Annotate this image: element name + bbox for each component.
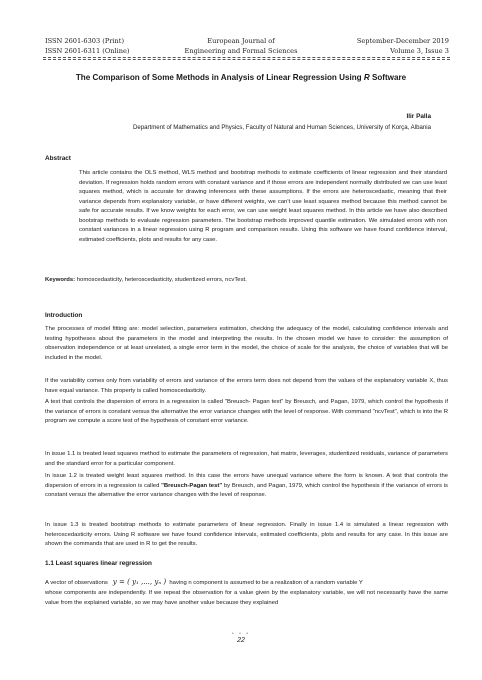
keywords: [45, 277, 447, 283]
keywords-list: homoscedasticity, heteroscedasticity, studentized errors, ncvTest.: [75, 277, 247, 283]
page-number: 22: [237, 637, 245, 644]
issn-print: ISSN 2601-6303 (Print): [45, 37, 125, 45]
author-affiliation: Department of Mathematics and Physics, Faculty of Natural and Human Sciences, University of Korça, Albania: [132, 124, 431, 131]
journal-name-line1: European Journal of: [207, 37, 275, 45]
intro-paragraph-4: In issue 1.1 is treated least squares method to estimate the parameters of regression, hat matrix, leverages, studentized residuals, variance of parameters and the standard error for a particular component.: [45, 451, 448, 467]
header-rule-top: [43, 57, 450, 58]
abstract-text: This article contains the OLS method, WLS method and bootstrap methods to estimate coefficients of linear regression and their standard deviation. If regression holds random errors with constant variance and if those errors are independent normally distributed we can use least squares method, which is accurate for drawing inferences with these assumptions. If the errors are heteroscedastic, meaning that their variance depends from explanatory variable, or have different weights, we can't use least squares method because this method cannot be safe for accurate results. If we know weights for each error, we can use weight least squares method. In this article we have also described bootstrap methods to evaluate regression parameters. The bootstrap methods improved quantile estimation. We simulated errors with non constant variances in a linear regression using R program and comparison results. Using this software we have found confidence interval, estimated coefficients, plots and results for any case.: [79, 170, 447, 243]
intro-paragraph-5: In issue 1.2 is treated weight least squares method. In this case the errors have unequal variance where the form is known. A test that controls the dispersion of errors in a regression is called "Breusch-Pagan test" by Breusch, and Pagan, 1979, which control the hypothesis if the variance of errors is constant versus the alternative the error variance changes with the level of response.: [45, 473, 448, 499]
intro-paragraph-3: A test that controls the dispersion of errors in a regression is called "Breusch- Pagan test" by Breusch, and Pagan, 1979, which control the hypothesis if the variance of errors is constant versus the alternative the error variance changes with the level of response. With command "ncvTest", which is into the R program we compute a score test of the hypothesis of constant error variance.: [45, 399, 448, 425]
issn-online: ISSN 2601-6311 (Online): [45, 46, 130, 55]
section-1-1-paragraph: whose components are independently. If we repeat the observation for a value given by the explanatory variable, we will not necessarily have the same value from the explained variable, so we may have another value because they explained: [45, 590, 448, 606]
introduction-heading: Introduction: [45, 312, 83, 319]
vector-observation-line: A vector of observations y = ( y₁ ,..., yₙ ) having n component is assumed to be a realization of a random variable Y: [45, 578, 363, 586]
paper-title: The Comparison of Some Methods in Analysis of Linear Regression Using R Software: [75, 73, 407, 82]
intro-paragraph-2: If the variability comes only from variability of errors and variance of the errors term does not depend from the values of the explanatory variable X, thus have equal variance. This property is called homoscedasticity.: [45, 378, 448, 394]
journal-name-line2: Engineering and Formal Sciences: [184, 46, 298, 55]
header-rule-bottom: [43, 59, 450, 60]
intro-paragraph-1: The processes of model fitting are: model selection, parameters estimation, checking the adequacy of the model, calculating confidence intervals and testing hypotheses about the parameters in the model and interpreting the results. In the chosen model we have to consider: the assumption of observation independence or at least unrelated, a single error term in the model, the choice of scale for the analysis, the choice of variables that will be included in the model.: [45, 326, 448, 361]
vector-formula: y = ( y₁ ,..., yₙ ): [112, 578, 167, 586]
issue-volume: Volume 3, Issue 3: [390, 46, 449, 55]
issue-date: September-December 2019: [356, 37, 449, 45]
author-name: Ilir Palla: [406, 113, 431, 120]
footer-ornament: • • •: [231, 631, 251, 637]
keywords-label: Keywords:: [45, 277, 76, 283]
abstract-heading: Abstract: [45, 155, 71, 162]
section-1-1-heading: 1.1 Least squares linear regression: [45, 560, 152, 567]
issue-info-block: [357, 37, 449, 56]
intro-paragraph-6: In issue 1.3 is treated bootstrap methods to estimate parameters of linear regression. Finally in issue 1.4 is simulated a linear regression with heteroscedasticity errors. Using R software we have found confidence intervals, estimated coefficients, plots and results for any case. In this issue are shown the commands that are used in R to get the results.: [45, 522, 448, 548]
